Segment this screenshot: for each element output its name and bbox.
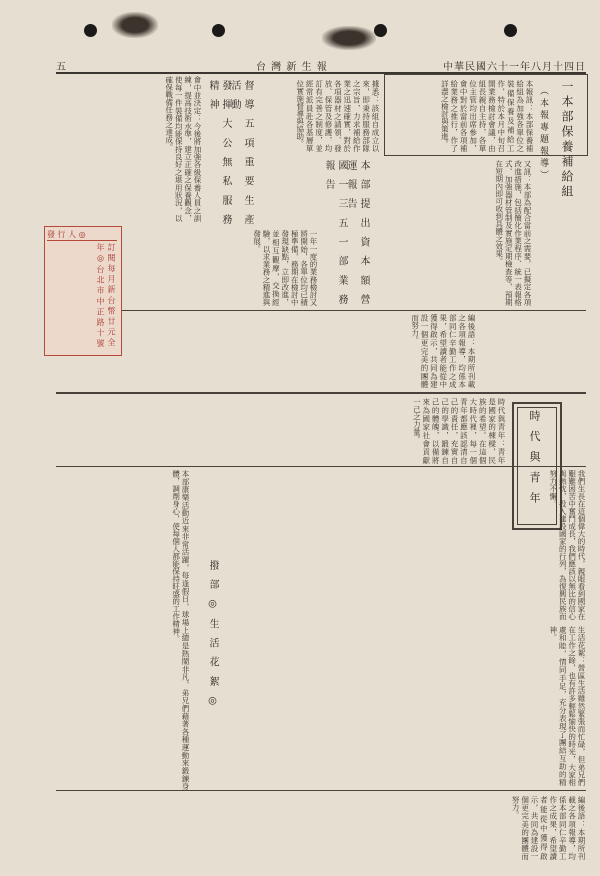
- headline-production: 督 導 五 項 重 要 生 產 活 動: [229, 80, 253, 228]
- subscription-notice: [44, 226, 122, 356]
- editor-note: 編後語：本期所刊載之各項報導，均係本部同仁辛勤工作之成果，希望讀者能從中獲得啟示，共同為建設一個更完美的團體而努力。: [511, 796, 586, 860]
- headline-business-report: 國 一 三 五 一 部 業 務 報 告: [323, 160, 347, 308]
- ink-stain: [322, 26, 376, 50]
- divider: [56, 790, 586, 791]
- subheadline: （本報專題報導）: [538, 86, 548, 182]
- article-text: 一年一度的業務檢討又將開始，各單位均已積極準備，務期在檢討中發現缺點，立即改進，並相互觀摩，交換經驗，以求業務之精進與發展。: [252, 230, 318, 306]
- headline-service-spirit: 發 揮 大 公 無 私 服 務 精 神: [207, 80, 231, 228]
- divider: [56, 392, 586, 394]
- section-title-youth: 時 代 與 青 年: [528, 410, 541, 506]
- masthead-date: 中華民國六十一年八月十四日: [443, 62, 586, 73]
- masthead-bar: [56, 58, 586, 74]
- divider: [56, 466, 586, 467]
- headline-life-notes: 撥 部 ◎ 生 活 花 絮 ◎: [207, 560, 218, 710]
- headline-capital-report: 本 部 提 出 資 本 額 營 運 報 告: [345, 160, 369, 308]
- article-text: 據悉：該組自成立以來，即秉持服務部隊之宗旨，力求補給作業之迅速確實，對於各項器材之請領、發放、保管及修護，均訂有完善之制度，並經常派員赴各基層單位實施督導與協助。: [295, 80, 380, 152]
- article-text: 時代與青年：青年是國家的棟樑，民族的希望。在這個大時代裡，每一個青年都應該認清自己的責任，充實自己的學識，鍛鍊自己的體魄，以備將來為國家社會貢獻一己之力量。: [412, 398, 506, 464]
- article-text: 編後語：本期所刊載之各項報導，均係本部同仁辛勤工作之成果，希望讀者能從中獲得啟示，共同為建設一個更完美的團體而努力。: [410, 314, 476, 388]
- article-text: 本報訊：本部保養補給組為加強各單位之裝備保養及補給工作，特於本月中旬召開業務檢討會議，由組長親自主持，各單位主管均出席參加，會中對於當前各項補給業務之推行，作了詳盡之檢討與策進。: [440, 80, 534, 152]
- divider: [56, 310, 586, 311]
- notice-title: 發 行 人 ◎: [47, 229, 117, 241]
- page-number: 五: [56, 62, 67, 73]
- punch-hole: [504, 24, 517, 37]
- punch-hole: [84, 24, 97, 37]
- headline-supply-group: 一本部保養補給組: [560, 80, 574, 200]
- ink-stain: [112, 12, 158, 38]
- article-text: 本部康樂活動近來非常活躍，每逢假日，球場上總是熱鬧非凡，弟兄們藉著各種運動來鍛鍊身體，調劑身心，使每個人都能保持旺盛的工作精神。: [171, 470, 190, 790]
- article-text: 生活花絮：營區生活雖然緊張而忙碌，但弟兄們在工作之餘，也有許多輕鬆愉快的時光，大家相處和睦，情同手足，充分表現了團結互助的精神。: [548, 626, 586, 786]
- article-text: 又訊：本部為配合當前之需要，已擬定各項改進措施，包括簡化作業程序、統一表報格式、加強器材管制及實施定期檢查等，預期在短期內即可收到具體之效果。: [494, 160, 532, 306]
- notice-body: 訂 閱 每 月 新 台 幣 廿 元 全 年 ◎ 台 北 市 中 正 路 十 號: [96, 243, 116, 347]
- masthead-title: 台 灣 新 生 報: [256, 62, 328, 73]
- punch-hole: [212, 24, 225, 37]
- article-text: 我們生長在這個偉大的時代，親眼看到國家在艱難困苦中奮鬥成長，我們應該以無比的信心與熱忱，投入建設國家的行列，為復興民族而努力不懈。: [548, 470, 586, 620]
- article-text: 會中並決定：今後將加強各級保養人員之訓練，提高技術水準，建立正確之保養觀念，使每一件裝備均能保持良好之堪用狀況，以確保戰備任務之達成。: [164, 76, 202, 222]
